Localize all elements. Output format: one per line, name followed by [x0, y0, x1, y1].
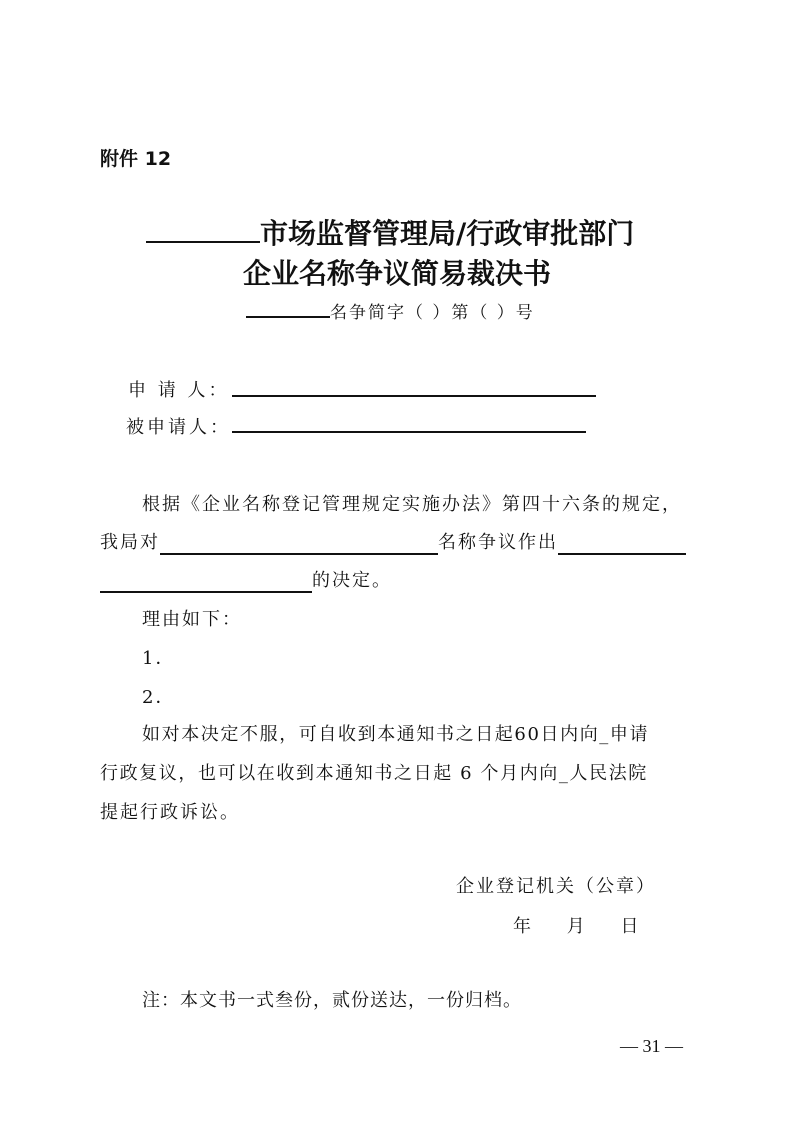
reason-1: 1．: [142, 648, 176, 669]
document-number: [246, 298, 535, 323]
title-line-1: 市场监督管理局/行政审批部门: [260, 217, 635, 250]
date-text: 年 月 日: [513, 916, 643, 937]
seal-text: 企业登记机关（公章）: [456, 876, 656, 897]
applicant-label: 申 请 人：: [128, 380, 230, 401]
reasons-label: 理由如下：: [142, 609, 242, 630]
appeal-line-3: 提起行政诉讼。: [100, 802, 240, 823]
appeal-line-2: 行政复议，也可以在收到本通知书之日起 6 个月内向_人民法院: [100, 763, 648, 784]
para1-text-a: 我局对: [100, 532, 160, 553]
note-text: 注：本文书一式叁份，贰份送达，一份归档。: [142, 990, 522, 1011]
decision-blank-1: [558, 532, 686, 555]
document-subtitle: 企业名称争议简易裁决书: [243, 257, 552, 290]
reason-2: 2．: [142, 687, 176, 708]
doc-number-blank: [246, 316, 330, 318]
respondent-row: [126, 413, 231, 439]
applicant-row: [128, 376, 229, 402]
attachment-label: 附件 12: [100, 148, 172, 170]
appeal-line-1: 如对本决定不服，可自收到本通知书之日起60日内向_申请: [142, 724, 650, 745]
party-blank: [160, 532, 438, 555]
page-number: — 31 —: [620, 1036, 683, 1056]
respondent-blank: [232, 431, 586, 433]
applicant-blank: [232, 395, 596, 397]
doc-number-text: 名争简字（ ）第（ ）号: [330, 303, 535, 323]
para1-text-b: 名称争议作出: [438, 532, 558, 553]
paragraph-1-line-3: [100, 566, 392, 593]
paragraph-1-line-2: [100, 528, 686, 555]
paragraph-1-line-1: 根据《企业名称登记管理规定实施办法》第四十六条的规定，: [142, 494, 682, 515]
decision-blank-2: [100, 570, 312, 593]
document-title: [146, 212, 634, 252]
agency-blank: [146, 241, 260, 243]
para1-text-end: 的决定。: [312, 570, 392, 591]
respondent-label: 被申请人：: [126, 417, 231, 438]
